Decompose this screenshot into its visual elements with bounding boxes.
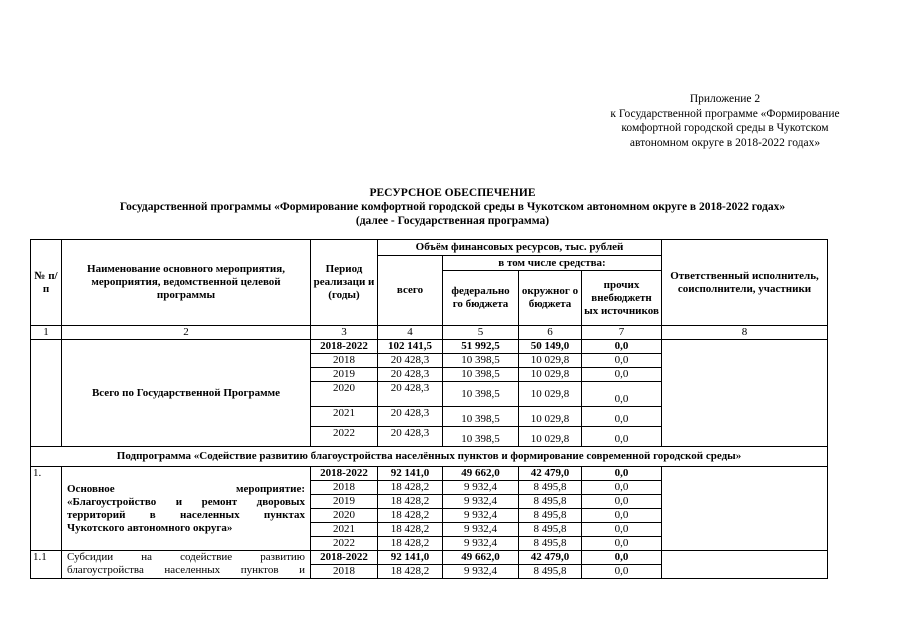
document-subtitle: Государственной программы «Формирование комфортной городской среды в Чукотском автономном округе в 2018-2022 годах»	[119, 201, 786, 213]
federal-cell: 10 398,5	[443, 427, 519, 447]
period-cell: 2018-2022	[311, 551, 378, 565]
district-cell: 10 029,8	[519, 354, 582, 368]
main-event-name	[62, 467, 311, 551]
resource-table	[30, 239, 828, 579]
main-event-line: Чукотского автономного округа»	[67, 521, 233, 534]
row-num-cell: 1.	[31, 467, 62, 551]
period-cell: 2022	[311, 537, 378, 551]
other-cell: 0,0	[582, 551, 662, 565]
period-cell: 2021	[311, 407, 378, 427]
other-cell: 0,0	[582, 467, 662, 481]
responsible-cell	[662, 551, 828, 579]
federal-cell: 10 398,5	[443, 382, 519, 407]
header-including: в том числе средства:	[443, 256, 662, 271]
period-cell: 2018	[311, 565, 378, 579]
other-cell: 0,0	[582, 523, 662, 537]
period-cell: 2018-2022	[311, 340, 378, 354]
total-cell: 20 428,3	[378, 427, 443, 447]
table-row	[31, 467, 828, 481]
col-number: 3	[311, 326, 378, 340]
federal-cell: 9 932,4	[443, 495, 519, 509]
other-cell: 0,0	[582, 481, 662, 495]
district-cell: 8 495,8	[519, 509, 582, 523]
total-name: Всего по Государственной Программе	[62, 340, 311, 447]
period-cell: 2019	[311, 495, 378, 509]
total-cell: 92 141,0	[378, 551, 443, 565]
header-row	[31, 240, 828, 256]
total-cell: 20 428,3	[378, 382, 443, 407]
district-cell: 10 029,8	[519, 368, 582, 382]
col-number: 6	[519, 326, 582, 340]
total-cell: 18 428,2	[378, 523, 443, 537]
other-cell: 0,0	[582, 537, 662, 551]
header-name: Наименование основного мероприятия, мероприятия, ведомственной целевой программы	[62, 240, 311, 326]
sub-event-name	[62, 551, 311, 579]
annex-line: автономном округе в 2018-2022 годах»	[629, 136, 821, 149]
document-note: (далее - Государственная программа)	[355, 215, 550, 227]
period-cell: 2022	[311, 427, 378, 447]
other-cell: 0,0	[582, 495, 662, 509]
header-volume: Объём финансовых ресурсов, тыс. рублей	[378, 240, 662, 256]
federal-cell: 51 992,5	[443, 340, 519, 354]
other-cell: 0,0	[582, 354, 662, 368]
federal-cell: 9 932,4	[443, 523, 519, 537]
row-num-cell	[31, 340, 62, 447]
header-federal: федерально го бюджета	[443, 271, 519, 326]
main-event-line: территорий в населенных пунктах	[67, 508, 305, 521]
other-cell: 0,0	[582, 509, 662, 523]
main-event-line: Основное мероприятие:	[67, 482, 305, 495]
document-heading	[0, 186, 905, 228]
period-cell: 2018-2022	[311, 467, 378, 481]
subprogram-title: Подпрограмма «Содействие развитию благоустройства населённых пунктов и формирование современной городской среды»	[31, 447, 828, 467]
total-cell: 20 428,3	[378, 354, 443, 368]
col-number: 2	[62, 326, 311, 340]
column-number-row	[31, 326, 828, 340]
district-cell: 42 479,0	[519, 551, 582, 565]
header-num: № п/п	[31, 240, 62, 326]
header-district: окружног о бюджета	[519, 271, 582, 326]
federal-cell: 10 398,5	[443, 407, 519, 427]
district-cell: 8 495,8	[519, 495, 582, 509]
main-event-line: «Благоустройство и ремонт дворовых	[67, 495, 305, 508]
federal-cell: 9 932,4	[443, 481, 519, 495]
period-cell: 2018	[311, 481, 378, 495]
table-row	[31, 551, 828, 565]
period-cell: 2020	[311, 382, 378, 407]
district-cell: 8 495,8	[519, 481, 582, 495]
responsible-cell	[662, 467, 828, 551]
period-cell: 2018	[311, 354, 378, 368]
federal-cell: 9 932,4	[443, 537, 519, 551]
total-cell: 20 428,3	[378, 368, 443, 382]
other-cell: 0,0	[582, 340, 662, 354]
col-number: 1	[31, 326, 62, 340]
federal-cell: 10 398,5	[443, 354, 519, 368]
total-cell: 18 428,2	[378, 565, 443, 579]
header-responsible: Ответственный исполнитель, соисполнители, участники	[662, 240, 828, 326]
col-number: 8	[662, 326, 828, 340]
other-cell: 0,0	[582, 368, 662, 382]
total-cell: 18 428,2	[378, 509, 443, 523]
sub-event-line: Субсидии на содействие развитию	[67, 551, 305, 563]
sub-event-line: благоустройства населенных пунктов и	[67, 564, 305, 576]
document-title: РЕСУРСНОЕ ОБЕСПЕЧЕНИЕ	[369, 187, 536, 199]
responsible-cell	[662, 340, 828, 447]
row-num-cell: 1.1	[31, 551, 62, 579]
period-cell: 2021	[311, 523, 378, 537]
district-cell: 50 149,0	[519, 340, 582, 354]
total-cell: 18 428,2	[378, 481, 443, 495]
district-cell: 10 029,8	[519, 427, 582, 447]
table-row	[31, 340, 828, 354]
total-cell: 102 141,5	[378, 340, 443, 354]
district-cell: 8 495,8	[519, 565, 582, 579]
header-other: прочих внебюджетн ых источников	[582, 271, 662, 326]
other-cell: 0,0	[582, 407, 662, 427]
total-cell: 18 428,2	[378, 537, 443, 551]
total-cell: 92 141,0	[378, 467, 443, 481]
district-cell: 42 479,0	[519, 467, 582, 481]
district-cell: 8 495,8	[519, 523, 582, 537]
federal-cell: 10 398,5	[443, 368, 519, 382]
header-period: Период реализаци и (годы)	[311, 240, 378, 326]
district-cell: 10 029,8	[519, 382, 582, 407]
col-number: 4	[378, 326, 443, 340]
period-cell: 2020	[311, 509, 378, 523]
other-cell: 0,0	[582, 382, 662, 407]
other-cell: 0,0	[582, 427, 662, 447]
period-cell: 2019	[311, 368, 378, 382]
col-number: 5	[443, 326, 519, 340]
annex-line: к Государственной программе «Формирование	[610, 107, 840, 120]
col-number: 7	[582, 326, 662, 340]
annex-line: комфортной городской среды в Чукотском	[621, 122, 829, 134]
total-cell: 18 428,2	[378, 495, 443, 509]
subprogram-row	[31, 447, 828, 467]
district-cell: 10 029,8	[519, 407, 582, 427]
district-cell: 8 495,8	[519, 537, 582, 551]
federal-cell: 9 932,4	[443, 509, 519, 523]
federal-cell: 49 662,0	[443, 551, 519, 565]
annex-note	[575, 92, 875, 150]
federal-cell: 49 662,0	[443, 467, 519, 481]
federal-cell: 9 932,4	[443, 565, 519, 579]
other-cell: 0,0	[582, 565, 662, 579]
total-cell: 20 428,3	[378, 407, 443, 427]
annex-line: Приложение 2	[689, 93, 761, 105]
header-total: всего	[378, 256, 443, 326]
